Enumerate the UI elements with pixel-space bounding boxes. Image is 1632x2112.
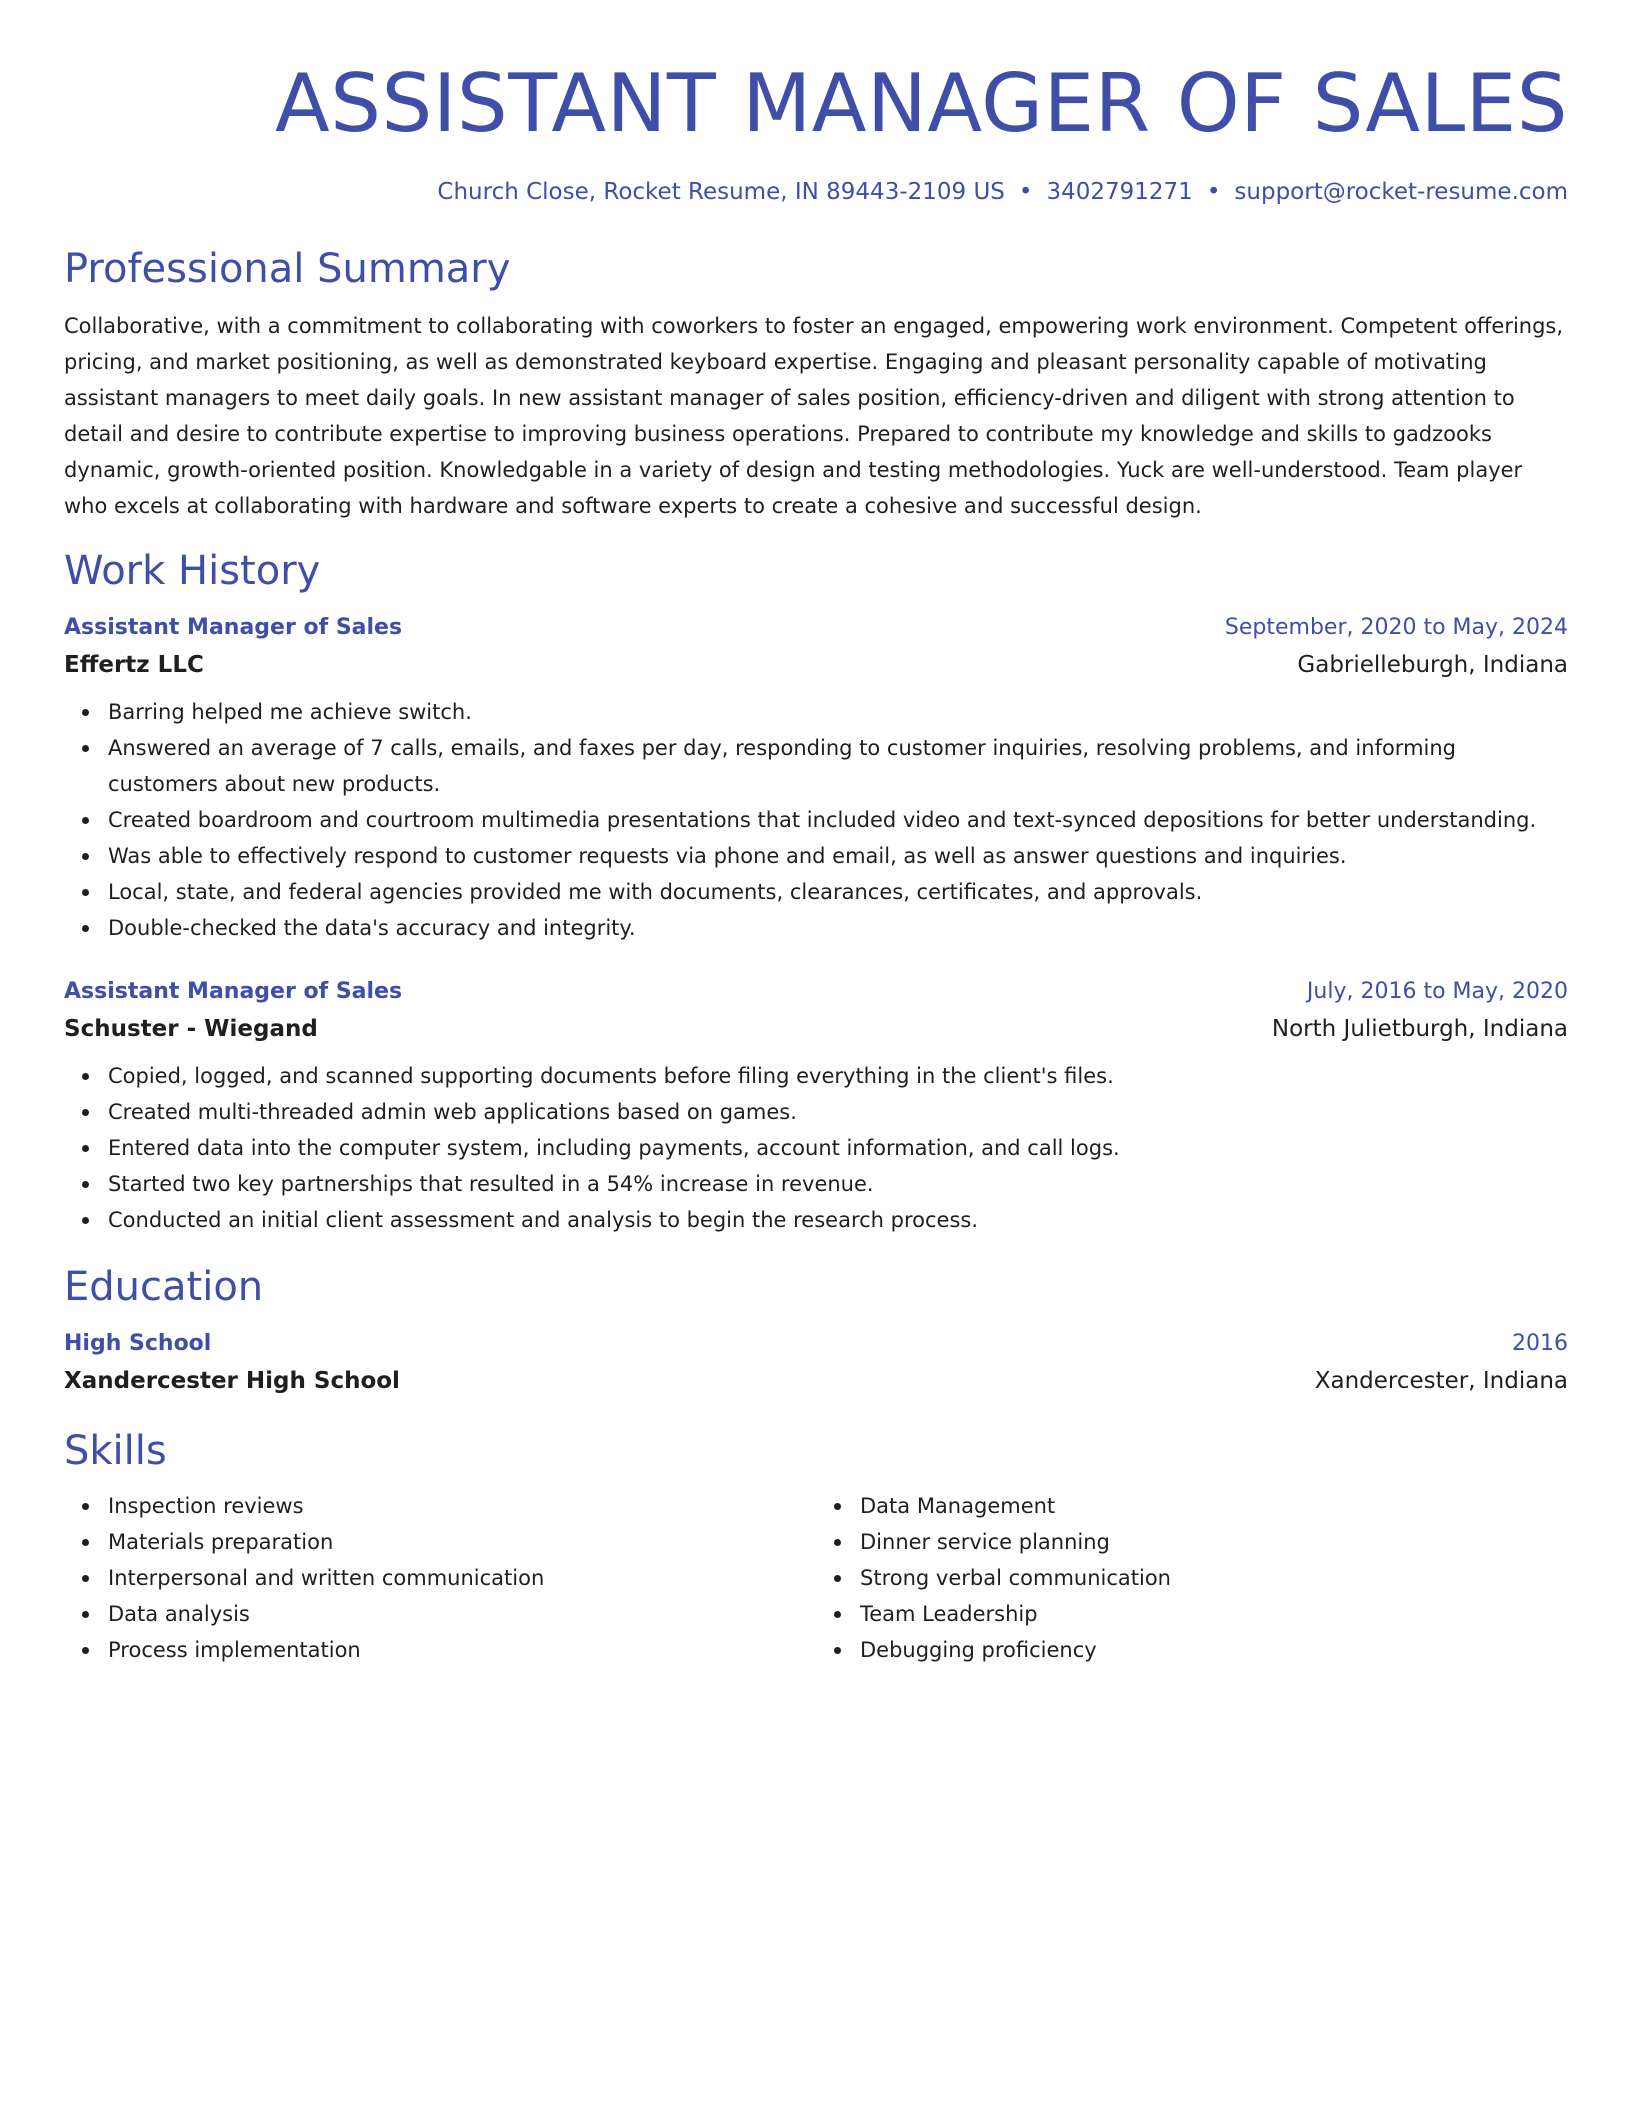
job-company-row: [64, 646, 1568, 684]
job-bullet: Was able to effectively respond to customer requests via phone and email, as well as answer questions and inquiries.: [108, 838, 1568, 874]
job-bullet: Created boardroom and courtroom multimedia presentations that included video and text-synced depositions for better understanding.: [108, 802, 1568, 838]
skill-item: Debugging proficiency: [860, 1632, 1568, 1668]
job-dates: July, 2016 to May, 2020: [1306, 979, 1568, 1004]
resume-header: [64, 0, 1568, 208]
skill-item: Team Leadership: [860, 1596, 1568, 1632]
section-title-summary: Professional Summary: [64, 246, 511, 292]
contact-address: Church Close, Rocket Resume, IN 89443-2109 US: [437, 179, 1005, 205]
job-dates: September, 2020 to May, 2024: [1224, 615, 1568, 640]
job-bullet: Started two key partnerships that resulted in a 54% increase in revenue.: [108, 1166, 1568, 1202]
skill-item: Data Management: [860, 1488, 1568, 1524]
job-company: Schuster - Wiegand: [64, 1016, 318, 1042]
skill-item: Materials preparation: [108, 1524, 816, 1560]
summary-text: Collaborative, with a commitment to collaborating with coworkers to foster an engaged, empowering work environment. Competent offerings, pricing, and market positioning, as well as demonstrated keyboard expertise. Engaging and pleasant personality capable of motivating assistant managers to meet daily goals. In new assistant manager of sales position, efficiency-driven and diligent with strong attention to detail and desire to contribute expertise to improving business operations. Prepared to contribute my knowledge and skills to gadzooks dynamic, growth-oriented position. Knowledgable in a variety of design and testing methodologies. Yuck are well-understood. Team player who excels at collaborating with hardware and software experts to create a cohesive and successful design.: [64, 314, 1564, 518]
contact-separator: •: [1018, 179, 1033, 205]
skill-item: Interpersonal and written communication: [108, 1560, 816, 1596]
job-title: Assistant Manager of Sales: [64, 615, 403, 640]
job-bullet: Copied, logged, and scanned supporting documents before filing everything in the client's files.: [108, 1058, 1568, 1094]
job-entry: [64, 610, 1568, 946]
education-school: Xandercester High School: [64, 1368, 400, 1394]
job-bullet: Entered data into the computer system, including payments, account information, and call logs.: [108, 1130, 1568, 1166]
job-bullet: Answered an average of 7 calls, emails, and faxes per day, responding to customer inquiries, resolving problems, and informing customers about new products.: [108, 730, 1568, 802]
contact-phone: 3402791271: [1046, 179, 1193, 205]
education-year: 2016: [1512, 1331, 1568, 1356]
job-bullets: [64, 1058, 1568, 1238]
job-bullet: Barring helped me achieve switch.: [108, 694, 1568, 730]
skill-item: Data analysis: [108, 1596, 816, 1632]
education-header-row: [64, 1326, 1568, 1362]
skills-column-left: [64, 1488, 816, 1668]
job-entry: [64, 974, 1568, 1238]
job-company: Effertz LLC: [64, 652, 204, 678]
contact-separator: •: [1206, 179, 1221, 205]
job-company-row: [64, 1010, 1568, 1048]
job-location: Gabrielleburgh, Indiana: [1297, 652, 1568, 678]
education-school-row: [64, 1362, 1568, 1400]
skill-item: Dinner service planning: [860, 1524, 1568, 1560]
candidate-name: ASSISTANT MANAGER OF SALES: [275, 57, 1568, 150]
education-degree: High School: [64, 1331, 212, 1356]
job-header-row: [64, 610, 1568, 646]
skills-column-right: [816, 1488, 1568, 1668]
section-title-work-history: Work History: [64, 548, 321, 594]
job-bullets: [64, 694, 1568, 946]
job-header-row: [64, 974, 1568, 1010]
section-title-skills: Skills: [64, 1428, 167, 1474]
skill-item: Process implementation: [108, 1632, 816, 1668]
job-title: Assistant Manager of Sales: [64, 979, 403, 1004]
section-title-education: Education: [64, 1264, 264, 1310]
job-bullet: Conducted an initial client assessment and analysis to begin the research process.: [108, 1202, 1568, 1238]
job-bullet: Double-checked the data's accuracy and integrity.: [108, 910, 1568, 946]
contact-line: [64, 176, 1568, 208]
contact-email: support@rocket-resume.com: [1234, 179, 1568, 205]
skill-item: Inspection reviews: [108, 1488, 816, 1524]
job-bullet: Local, state, and federal agencies provided me with documents, clearances, certificates, and approvals.: [108, 874, 1568, 910]
skills-grid: [64, 1482, 1568, 1668]
education-entry: [64, 1326, 1568, 1400]
education-location: Xandercester, Indiana: [1314, 1368, 1568, 1394]
job-location: North Julietburgh, Indiana: [1271, 1016, 1568, 1042]
skill-item: Strong verbal communication: [860, 1560, 1568, 1596]
job-bullet: Created multi-threaded admin web applications based on games.: [108, 1094, 1568, 1130]
